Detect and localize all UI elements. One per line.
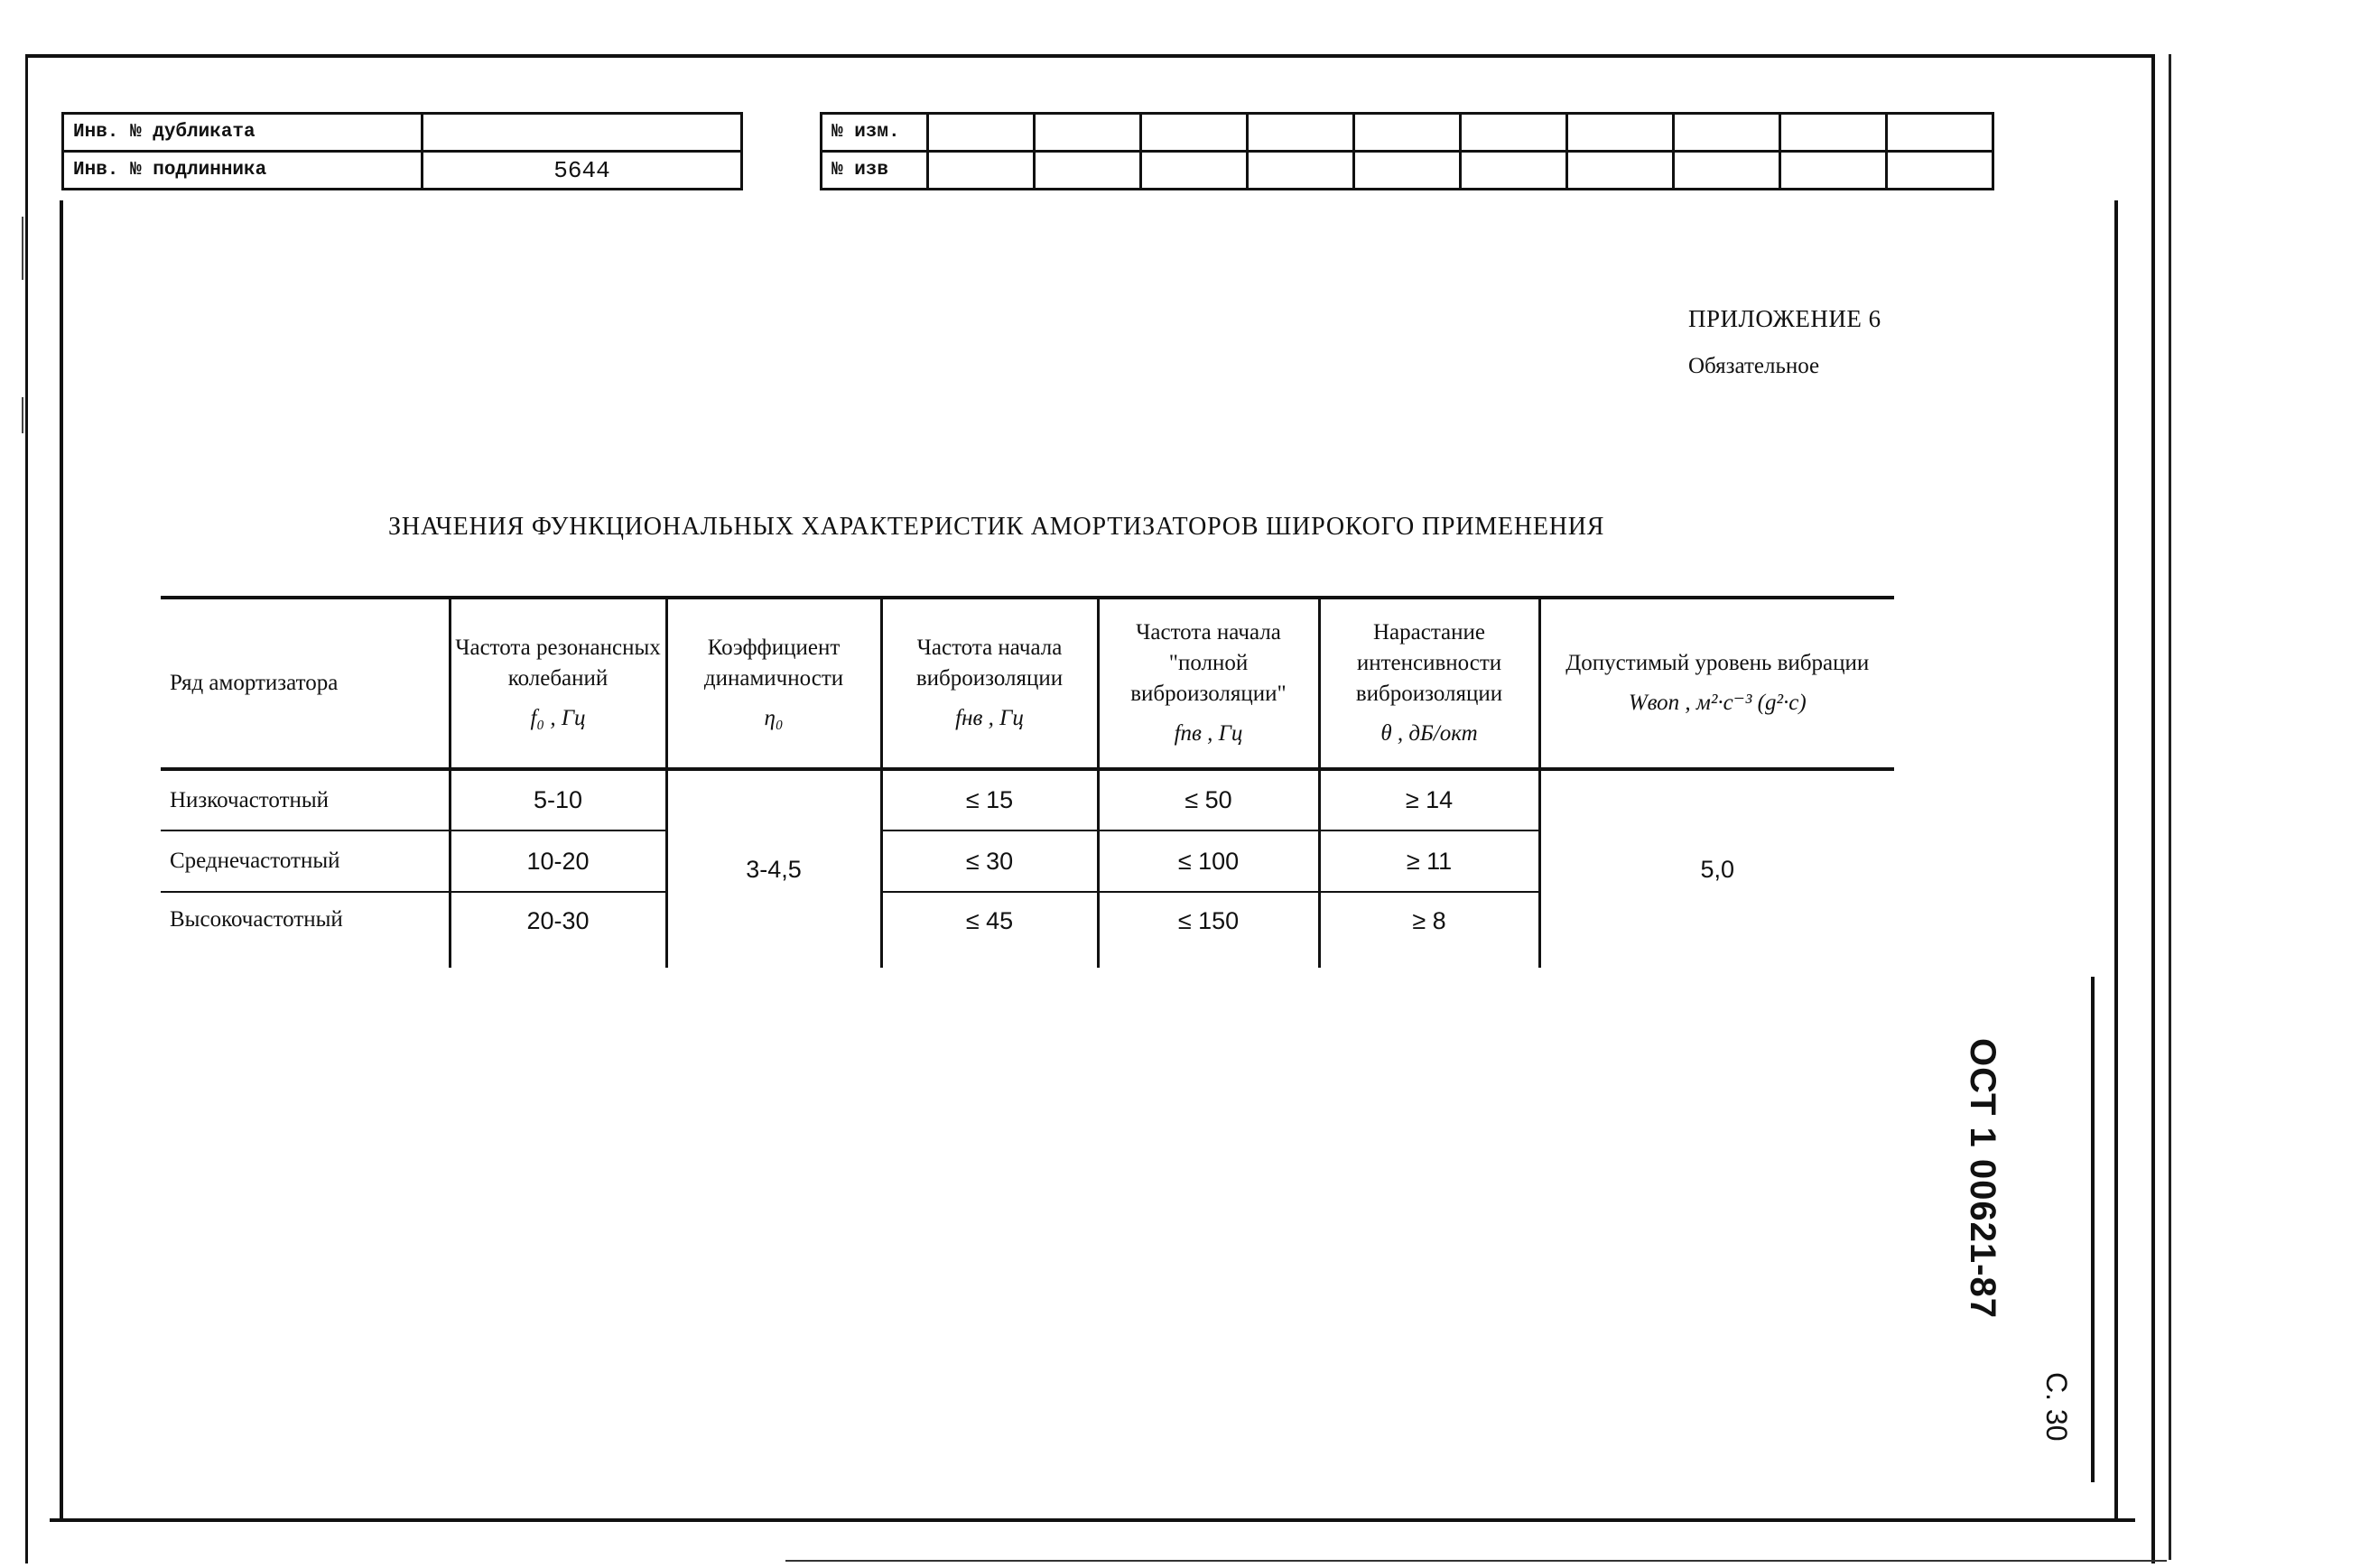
table-row	[161, 769, 1894, 830]
notice-cell	[1461, 152, 1567, 190]
cell-f0: 20-30	[450, 892, 666, 968]
duplicate-value	[423, 114, 742, 152]
characteristics-table	[161, 596, 1894, 968]
cell-f0: 10-20	[450, 830, 666, 892]
page-edge-right	[2169, 54, 2171, 1560]
row-name: Среднечастотный	[161, 830, 450, 892]
header-row	[161, 598, 1894, 769]
header-isolation-start-symbol: fнв , Гц	[955, 706, 1024, 730]
cell-fpv: ≤ 100	[1098, 830, 1319, 892]
page-edge-bottom	[785, 1560, 2167, 1562]
cell-eta0: 3-4,5	[666, 769, 881, 968]
notice-cell	[1567, 152, 1674, 190]
cell-theta: ≥ 14	[1319, 769, 1539, 830]
side-divider	[2091, 977, 2095, 1482]
change-cell	[1461, 114, 1567, 152]
header-vibration-level: Допустимый уровень вибрации Wвоп , м²·с⁻³ (g²·с)	[1539, 598, 1894, 769]
cell-fnv: ≤ 30	[881, 830, 1098, 892]
header-dynamic-symbol: η₀	[764, 706, 784, 730]
notice-cell	[1887, 152, 1993, 190]
cell-fpv: ≤ 50	[1098, 769, 1319, 830]
header-full-isolation: Частота начала "полной виброизоляции" fпв , Гц	[1098, 598, 1319, 769]
margin-mark	[22, 217, 23, 280]
notice-cell	[1674, 152, 1780, 190]
row-name: Низкочастотный	[161, 769, 450, 830]
cell-fnv: ≤ 15	[881, 769, 1098, 830]
appendix-status: Обязательное	[1688, 354, 1820, 378]
row-name: Высокочастотный	[170, 907, 343, 932]
change-cell	[928, 114, 1035, 152]
inventory-stamp	[61, 112, 743, 190]
duplicate-label: Инв. № дубликата	[63, 114, 423, 152]
header-dynamic-coefficient: Коэффициент динамичности η₀	[666, 598, 881, 769]
change-cell	[1567, 114, 1674, 152]
change-label: № изм.	[822, 114, 928, 152]
notice-cell	[1035, 152, 1141, 190]
original-label: Инв. № подлинника	[63, 152, 423, 190]
original-value: 5644	[423, 152, 742, 190]
header-resonance: Частота резонансных колебаний f₀ , Гц	[450, 598, 666, 769]
header-isolation-start: Частота начала виброизоляции fнв , Гц	[881, 598, 1098, 769]
cell-theta: ≥ 11	[1319, 830, 1539, 892]
margin-mark	[22, 397, 23, 433]
notice-cell	[1248, 152, 1354, 190]
standard-code: ОСТ 1 00621-87	[1963, 1038, 2002, 1319]
cell-fpv: ≤ 150	[1098, 892, 1319, 968]
header-intensity-symbol: θ , дБ/окт	[1380, 721, 1478, 746]
change-cell	[1887, 114, 1993, 152]
notice-cell	[1780, 152, 1887, 190]
cell-theta: ≥ 8	[1319, 892, 1539, 968]
header-resonance-symbol: f₀ , Гц	[530, 706, 586, 730]
notice-cell	[928, 152, 1035, 190]
change-stamp	[820, 112, 1994, 190]
header-full-isolation-symbol: fпв , Гц	[1174, 721, 1243, 746]
header-series: Ряд амортизатора	[161, 598, 450, 769]
change-cell	[1354, 114, 1461, 152]
change-cell	[1035, 114, 1141, 152]
page-number: С. 30	[2040, 1372, 2073, 1442]
notice-cell	[1354, 152, 1461, 190]
cell-fnv: ≤ 45	[881, 892, 1098, 968]
change-cell	[1248, 114, 1354, 152]
change-cell	[1780, 114, 1887, 152]
table-title: ЗНАЧЕНИЯ ФУНКЦИОНАЛЬНЫХ ХАРАКТЕРИСТИК АМОРТИЗАТОРОВ ШИРОКОГО ПРИМЕНЕНИЯ	[388, 513, 1605, 541]
header-vibration-symbol: Wвоп , м²·с⁻³ (g²·с)	[1628, 691, 1807, 715]
change-cell	[1141, 114, 1248, 152]
header-intensity-growth: Нарастание интенсивности виброизоляции θ , дБ/окт	[1319, 598, 1539, 769]
notice-label: № изв	[822, 152, 928, 190]
cell-wvop: 5,0	[1539, 769, 1894, 968]
cell-f0: 5-10	[450, 769, 666, 830]
appendix-title: ПРИЛОЖЕНИЕ 6	[1688, 305, 1881, 332]
change-cell	[1674, 114, 1780, 152]
notice-cell	[1141, 152, 1248, 190]
